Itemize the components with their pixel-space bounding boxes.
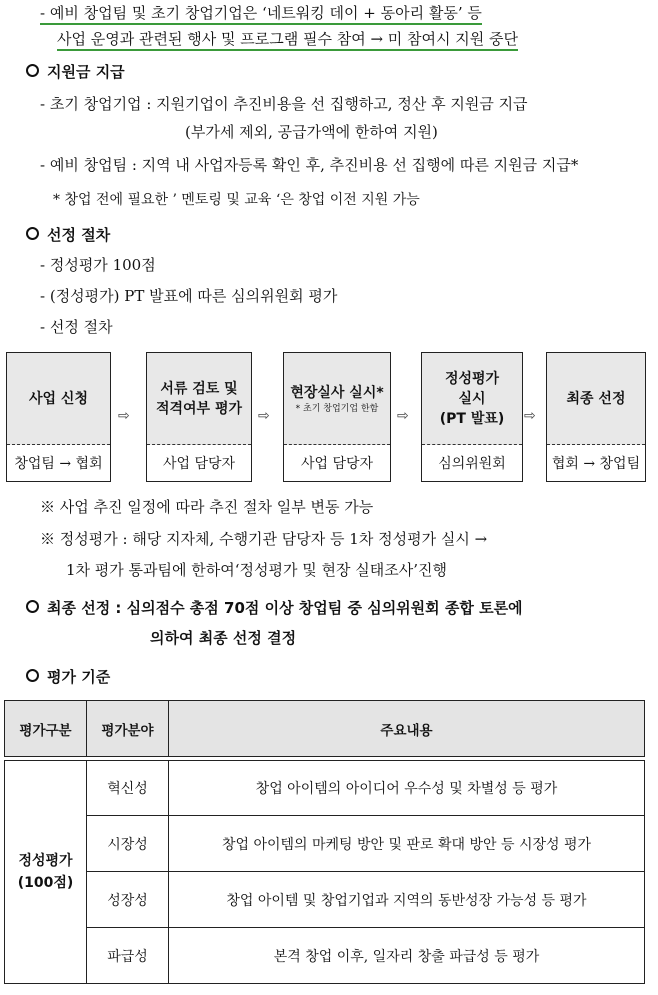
flow-step-title-line: 실시 [458,391,486,407]
flow-note-1: ※ 사업 추진 일정에 따라 추진 절차 일부 변동 가능 [40,498,374,516]
selection-line-1: - 정성평가 100점 [40,256,156,274]
table-content-cell: 본격 창업 이후, 일자리 창출 파급성 등 평가 [169,928,645,984]
section-heading-criteria [26,667,110,687]
circle-bullet-icon [26,669,39,682]
final-selection-line-1 [26,598,523,618]
support-line-2: (부가세 제외, 공급가액에 한하여 지원) [185,123,438,141]
table-content-cell: 창업 아이템의 마케팅 방안 및 판로 확대 방안 등 시장성 평가 [169,816,645,872]
flow-step-4-title [422,353,522,445]
flow-step-title-line: 서류 검토 및 [160,381,238,397]
flow-step-title-text: 사업 신청 [29,391,88,407]
flow-note-2: ※ 정성평가 : 해당 지자체, 수행기관 담당자 등 1차 정성평가 실시 → [40,530,488,548]
support-line-3: - 예비 창업팀 : 지역 내 사업자등록 확인 후, 추진비용 선 집행에 따른 지원금 지급* [40,156,579,174]
flow-step-title-text: 최종 선정 [566,391,626,407]
flow-step-1-owner: 창업팀 → 협회 [7,444,110,481]
table-row [5,872,645,928]
table-field-cell: 시장성 [87,816,169,872]
flow-step-2-owner: 사업 담당자 [147,444,251,481]
flow-step-1 [6,352,111,482]
notice-line-2 [57,29,518,49]
support-footnote: * 창업 전에 필요한 ’ 멘토링 및 교육 ‘은 창업 이전 지원 가능 [53,192,420,208]
final-selection-line-2: 의하여 최종 선정 결정 [150,629,297,647]
circle-bullet-icon [26,600,39,613]
table-header-cell: 주요내용 [169,701,645,757]
table-row [5,928,645,984]
flow-step-title-line: 정성평가 [444,371,500,387]
flow-step-3-owner: 사업 담당자 [284,444,390,481]
table-category-line: (100점) [17,875,74,891]
flow-step-4-owner: 심의위원회 [422,444,522,481]
selection-line-3: - 선정 절차 [40,318,113,336]
final-selection-text-1: 최종 선정 : 심의점수 총점 70점 이상 창업팀 중 심의위원회 종합 토론에 [47,599,523,617]
flow-arrow-icon: ⇨ [118,408,130,424]
table-category-line: 정성평가 [18,853,73,869]
flow-step-5-owner: 협회 → 창업팀 [547,444,645,481]
flow-step-1-title [7,353,110,445]
section-heading-selection [26,225,110,245]
notice-line-1-text: - 예비 창업팀 및 초기 창업기업은 ‘네트워킹 데이 + 동아리 활동’ 등 [40,4,482,25]
flow-arrow-icon: ⇨ [397,408,409,424]
notice-line-1 [40,3,482,23]
table-header-row [5,701,645,757]
flow-step-5 [546,352,646,482]
flow-arrow-icon: ⇨ [524,408,536,424]
table-field-cell: 혁신성 [87,761,169,816]
flow-step-title-line: (PT 발표) [439,411,505,427]
flow-step-4 [421,352,523,482]
flow-step-title-line: 적격여부 평가 [155,401,243,417]
table-content-cell: 창업 아이템 및 창업기업과 지역의 동반성장 가능성 등 평가 [169,872,645,928]
table-content-cell: 창업 아이템의 아이디어 우수성 및 차별성 등 평가 [169,761,645,816]
flow-step-title-text: 현장실사 실시* [290,385,384,401]
table-field-cell: 성장성 [87,872,169,928]
table-header-cell: 평가분야 [87,701,169,757]
flow-step-note: * 초기 창업기업 한함 [295,404,379,414]
flow-note-3: 1차 평가 통과팀에 한하여‘정성평가 및 현장 실태조사’진행 [66,561,447,579]
flow-step-5-title [547,353,645,445]
flow-step-2-title [147,353,251,445]
circle-bullet-icon [26,64,39,77]
notice-line-2-text: 사업 운영과 관련된 행사 및 프로그램 필수 참여 → 미 참여시 지원 중단 [57,30,518,51]
section-heading-support [26,62,125,82]
table-field-cell: 파급성 [87,928,169,984]
table-category-cell [5,761,87,984]
section-heading-criteria-text: 평가 기준 [47,668,111,686]
section-heading-support-text: 지원금 지급 [47,63,125,81]
flow-step-3-title [284,353,390,445]
support-line-1: - 초기 창업기업 : 지원기업이 추진비용을 선 집행하고, 정산 후 지원금 지급 [40,95,528,113]
circle-bullet-icon [26,227,39,240]
table-row [5,816,645,872]
criteria-table [4,700,645,984]
flow-arrow-icon: ⇨ [258,408,270,424]
flow-step-3 [283,352,391,482]
table-row [5,761,645,816]
table-header-cell: 평가구분 [5,701,87,757]
section-heading-selection-text: 선정 절차 [47,226,111,244]
selection-line-2: - (정성평가) PT 발표에 따른 심의위원회 평가 [40,287,338,305]
flow-step-2 [146,352,252,482]
